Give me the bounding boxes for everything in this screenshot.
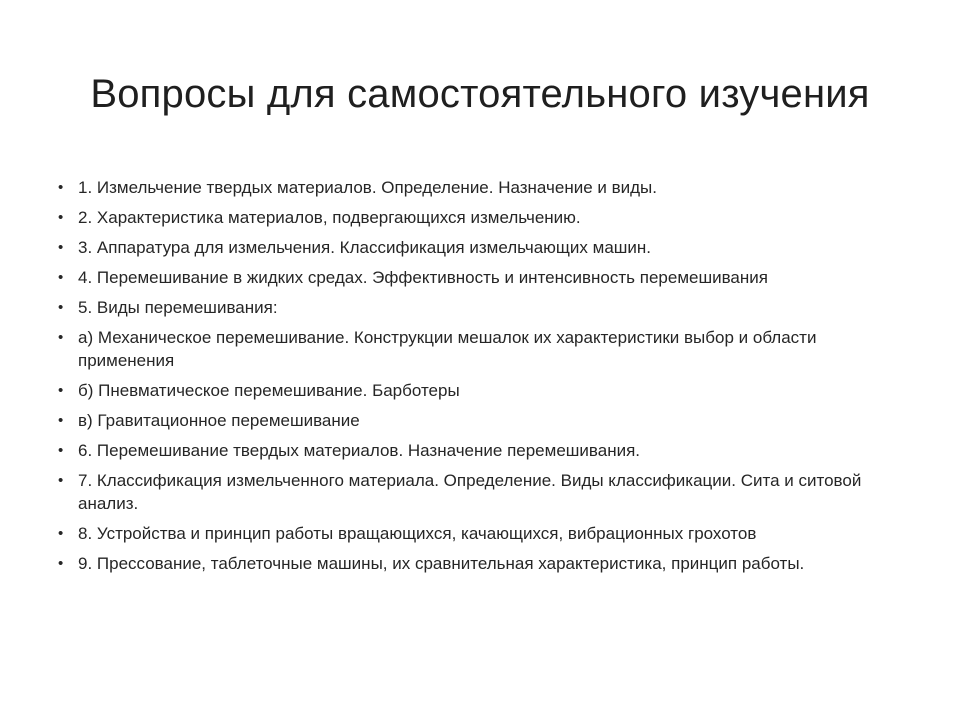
bullet-icon: •: [58, 555, 64, 572]
question-list: [58, 176, 908, 582]
list-item: [58, 176, 908, 199]
bullet-icon: •: [58, 239, 64, 256]
bullet-icon: •: [58, 412, 64, 429]
bullet-icon: •: [58, 179, 64, 196]
list-item: [58, 326, 908, 372]
list-item-text: в) Гравитационное перемешивание: [78, 411, 360, 430]
list-item-text: 9. Прессование, таблеточные машины, их сравнительная характеристика, принцип работы.: [78, 554, 805, 573]
list-item-text: 6. Перемешивание твердых материалов. Назначение перемешивания.: [78, 441, 641, 460]
list-item: [58, 379, 908, 402]
bullet-icon: •: [58, 472, 64, 489]
list-item-text: 5. Виды перемешивания:: [78, 298, 278, 317]
list-item: [58, 236, 908, 259]
list-item-text: 4. Перемешивание в жидких средах. Эффективность и интенсивность перемешивания: [78, 268, 768, 287]
bullet-icon: •: [58, 442, 64, 459]
bullet-icon: •: [58, 299, 64, 316]
list-item-text: 1. Измельчение твердых материалов. Определение. Назначение и виды.: [78, 178, 657, 197]
bullet-icon: •: [58, 329, 64, 346]
list-item: [58, 522, 908, 545]
list-item-text: 2. Характеристика материалов, подвергающихся измельчению.: [78, 208, 581, 227]
list-item-text: а) Механическое перемешивание. Конструкции мешалок их характеристики выбор и области применения: [78, 328, 817, 370]
list-item-text: 3. Аппаратура для измельчения. Классификация измельчающих машин.: [78, 238, 652, 257]
bullet-icon: •: [58, 209, 64, 226]
list-item: [58, 296, 908, 319]
list-item: [58, 409, 908, 432]
bullet-icon: •: [58, 525, 64, 542]
bullet-icon: •: [58, 269, 64, 286]
list-item: [58, 439, 908, 462]
list-item-text: 8. Устройства и принцип работы вращающихся, качающихся, вибрационных грохотов: [78, 524, 757, 543]
list-item: [58, 469, 908, 515]
list-item: [58, 266, 908, 289]
list-item: [58, 206, 908, 229]
list-item-text: 7. Классификация измельченного материала. Определение. Виды классификации. Сита и ситовой анализ.: [78, 471, 862, 513]
list-item-text: б) Пневматическое перемешивание. Барботеры: [78, 381, 460, 400]
list-item: [58, 552, 908, 575]
slide-title: Вопросы для самостоятельного изучения: [90, 72, 870, 116]
bullet-icon: •: [58, 382, 64, 399]
